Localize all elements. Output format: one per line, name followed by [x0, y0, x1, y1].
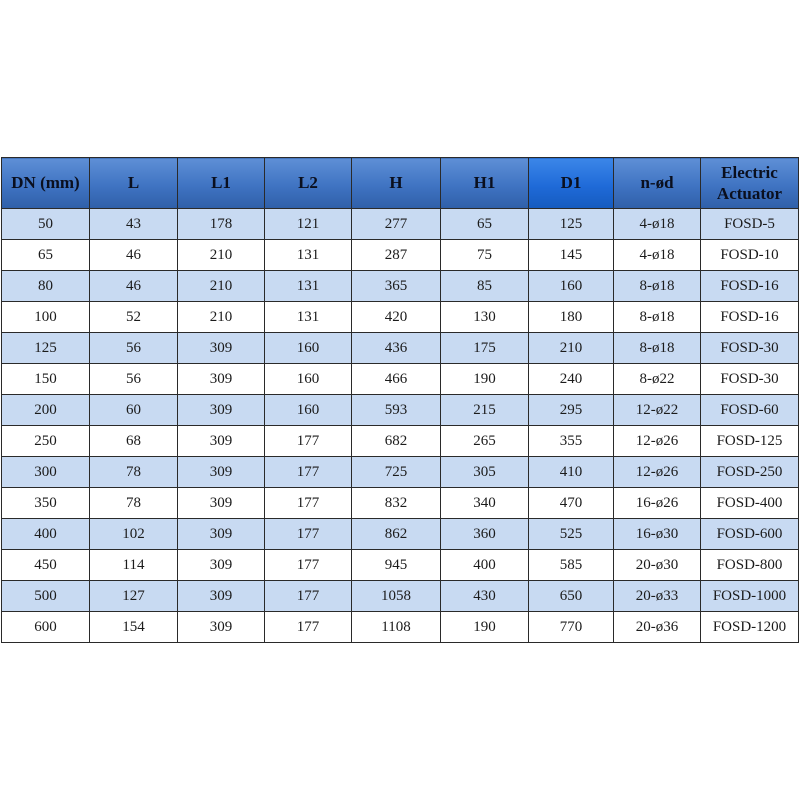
cell-l2: 131 [265, 271, 352, 302]
cell-electric-actuator: FOSD-30 [701, 333, 799, 364]
cell-l: 127 [90, 581, 178, 612]
cell-l2: 160 [265, 364, 352, 395]
cell-h: 365 [352, 271, 441, 302]
cell-electric-actuator: FOSD-10 [701, 240, 799, 271]
cell-h: 1058 [352, 581, 441, 612]
cell-l: 56 [90, 364, 178, 395]
cell-l2: 177 [265, 612, 352, 643]
cell-electric-actuator: FOSD-1000 [701, 581, 799, 612]
cell-l2: 121 [265, 209, 352, 240]
cell-h: 277 [352, 209, 441, 240]
cell-l1: 309 [178, 395, 265, 426]
header-d1: D1 [529, 158, 614, 209]
cell-dn: 250 [2, 426, 90, 457]
cell-d1: 585 [529, 550, 614, 581]
cell-l: 154 [90, 612, 178, 643]
cell-l1: 309 [178, 426, 265, 457]
cell-n-od: 8-ø18 [614, 271, 701, 302]
cell-n-od: 4-ø18 [614, 240, 701, 271]
cell-h: 682 [352, 426, 441, 457]
table-row [2, 364, 799, 395]
cell-l: 114 [90, 550, 178, 581]
cell-h1: 175 [441, 333, 529, 364]
cell-l2: 177 [265, 519, 352, 550]
table-header [2, 158, 799, 209]
cell-n-od: 8-ø22 [614, 364, 701, 395]
cell-l: 78 [90, 488, 178, 519]
cell-d1: 770 [529, 612, 614, 643]
table-row [2, 457, 799, 488]
cell-l2: 177 [265, 550, 352, 581]
cell-l1: 309 [178, 519, 265, 550]
cell-electric-actuator: FOSD-16 [701, 271, 799, 302]
cell-l1: 210 [178, 302, 265, 333]
header-n-od: n-ød [614, 158, 701, 209]
table-row [2, 240, 799, 271]
cell-l2: 160 [265, 395, 352, 426]
header-row [2, 158, 799, 209]
cell-h: 1108 [352, 612, 441, 643]
cell-l1: 309 [178, 488, 265, 519]
cell-electric-actuator: FOSD-400 [701, 488, 799, 519]
cell-l: 56 [90, 333, 178, 364]
header-electric-actuator: Electric Actuator [701, 158, 799, 209]
header-l2: L2 [265, 158, 352, 209]
cell-l1: 309 [178, 581, 265, 612]
cell-h: 832 [352, 488, 441, 519]
cell-d1: 355 [529, 426, 614, 457]
cell-l: 46 [90, 240, 178, 271]
cell-n-od: 16-ø30 [614, 519, 701, 550]
cell-l: 46 [90, 271, 178, 302]
table-row [2, 581, 799, 612]
cell-dn: 65 [2, 240, 90, 271]
cell-electric-actuator: FOSD-16 [701, 302, 799, 333]
cell-l2: 160 [265, 333, 352, 364]
cell-h1: 75 [441, 240, 529, 271]
cell-electric-actuator: FOSD-800 [701, 550, 799, 581]
cell-electric-actuator: FOSD-5 [701, 209, 799, 240]
cell-d1: 210 [529, 333, 614, 364]
cell-dn: 80 [2, 271, 90, 302]
cell-n-od: 20-ø33 [614, 581, 701, 612]
header-dn: DN (mm) [2, 158, 90, 209]
cell-l: 60 [90, 395, 178, 426]
table-row [2, 550, 799, 581]
header-h1: H1 [441, 158, 529, 209]
cell-h: 725 [352, 457, 441, 488]
cell-l2: 177 [265, 457, 352, 488]
table-row [2, 488, 799, 519]
cell-l2: 177 [265, 581, 352, 612]
cell-l: 68 [90, 426, 178, 457]
header-l1: L1 [178, 158, 265, 209]
table-row [2, 519, 799, 550]
cell-h: 862 [352, 519, 441, 550]
cell-electric-actuator: FOSD-1200 [701, 612, 799, 643]
cell-h: 420 [352, 302, 441, 333]
cell-dn: 500 [2, 581, 90, 612]
cell-h1: 130 [441, 302, 529, 333]
cell-dn: 450 [2, 550, 90, 581]
cell-n-od: 12-ø26 [614, 426, 701, 457]
cell-h: 287 [352, 240, 441, 271]
cell-electric-actuator: FOSD-125 [701, 426, 799, 457]
cell-dn: 100 [2, 302, 90, 333]
table-row [2, 271, 799, 302]
cell-dn: 600 [2, 612, 90, 643]
cell-d1: 180 [529, 302, 614, 333]
cell-dn: 300 [2, 457, 90, 488]
cell-d1: 160 [529, 271, 614, 302]
cell-l: 52 [90, 302, 178, 333]
cell-electric-actuator: FOSD-250 [701, 457, 799, 488]
cell-h1: 85 [441, 271, 529, 302]
cell-h: 436 [352, 333, 441, 364]
cell-n-od: 20-ø36 [614, 612, 701, 643]
cell-h1: 190 [441, 364, 529, 395]
cell-l1: 210 [178, 240, 265, 271]
cell-electric-actuator: FOSD-30 [701, 364, 799, 395]
cell-l1: 309 [178, 333, 265, 364]
cell-l1: 309 [178, 457, 265, 488]
cell-n-od: 8-ø18 [614, 302, 701, 333]
cell-h1: 340 [441, 488, 529, 519]
cell-d1: 295 [529, 395, 614, 426]
cell-l1: 309 [178, 550, 265, 581]
cell-electric-actuator: FOSD-60 [701, 395, 799, 426]
cell-dn: 200 [2, 395, 90, 426]
cell-l1: 178 [178, 209, 265, 240]
cell-dn: 350 [2, 488, 90, 519]
cell-h1: 430 [441, 581, 529, 612]
table-row [2, 333, 799, 364]
header-l: L [90, 158, 178, 209]
table-row [2, 426, 799, 457]
cell-d1: 125 [529, 209, 614, 240]
cell-h1: 190 [441, 612, 529, 643]
cell-d1: 410 [529, 457, 614, 488]
cell-n-od: 20-ø30 [614, 550, 701, 581]
cell-d1: 470 [529, 488, 614, 519]
cell-d1: 525 [529, 519, 614, 550]
cell-n-od: 4-ø18 [614, 209, 701, 240]
cell-electric-actuator: FOSD-600 [701, 519, 799, 550]
cell-h: 593 [352, 395, 441, 426]
cell-n-od: 12-ø26 [614, 457, 701, 488]
cell-h1: 215 [441, 395, 529, 426]
cell-h1: 400 [441, 550, 529, 581]
cell-h: 945 [352, 550, 441, 581]
cell-dn: 150 [2, 364, 90, 395]
cell-l: 43 [90, 209, 178, 240]
cell-n-od: 16-ø26 [614, 488, 701, 519]
table-row [2, 612, 799, 643]
cell-l1: 210 [178, 271, 265, 302]
cell-l1: 309 [178, 364, 265, 395]
cell-h1: 305 [441, 457, 529, 488]
cell-l2: 131 [265, 302, 352, 333]
cell-h1: 265 [441, 426, 529, 457]
table-body [2, 209, 799, 643]
cell-d1: 650 [529, 581, 614, 612]
specification-table [1, 157, 799, 643]
cell-l2: 177 [265, 426, 352, 457]
table-row [2, 395, 799, 426]
cell-l: 78 [90, 457, 178, 488]
cell-n-od: 12-ø22 [614, 395, 701, 426]
cell-h: 466 [352, 364, 441, 395]
cell-h1: 360 [441, 519, 529, 550]
cell-d1: 240 [529, 364, 614, 395]
cell-l: 102 [90, 519, 178, 550]
header-h: H [352, 158, 441, 209]
cell-n-od: 8-ø18 [614, 333, 701, 364]
cell-dn: 125 [2, 333, 90, 364]
cell-d1: 145 [529, 240, 614, 271]
table-row [2, 302, 799, 333]
cell-dn: 50 [2, 209, 90, 240]
cell-h1: 65 [441, 209, 529, 240]
table-row [2, 209, 799, 240]
cell-l2: 177 [265, 488, 352, 519]
cell-dn: 400 [2, 519, 90, 550]
cell-l1: 309 [178, 612, 265, 643]
cell-l2: 131 [265, 240, 352, 271]
